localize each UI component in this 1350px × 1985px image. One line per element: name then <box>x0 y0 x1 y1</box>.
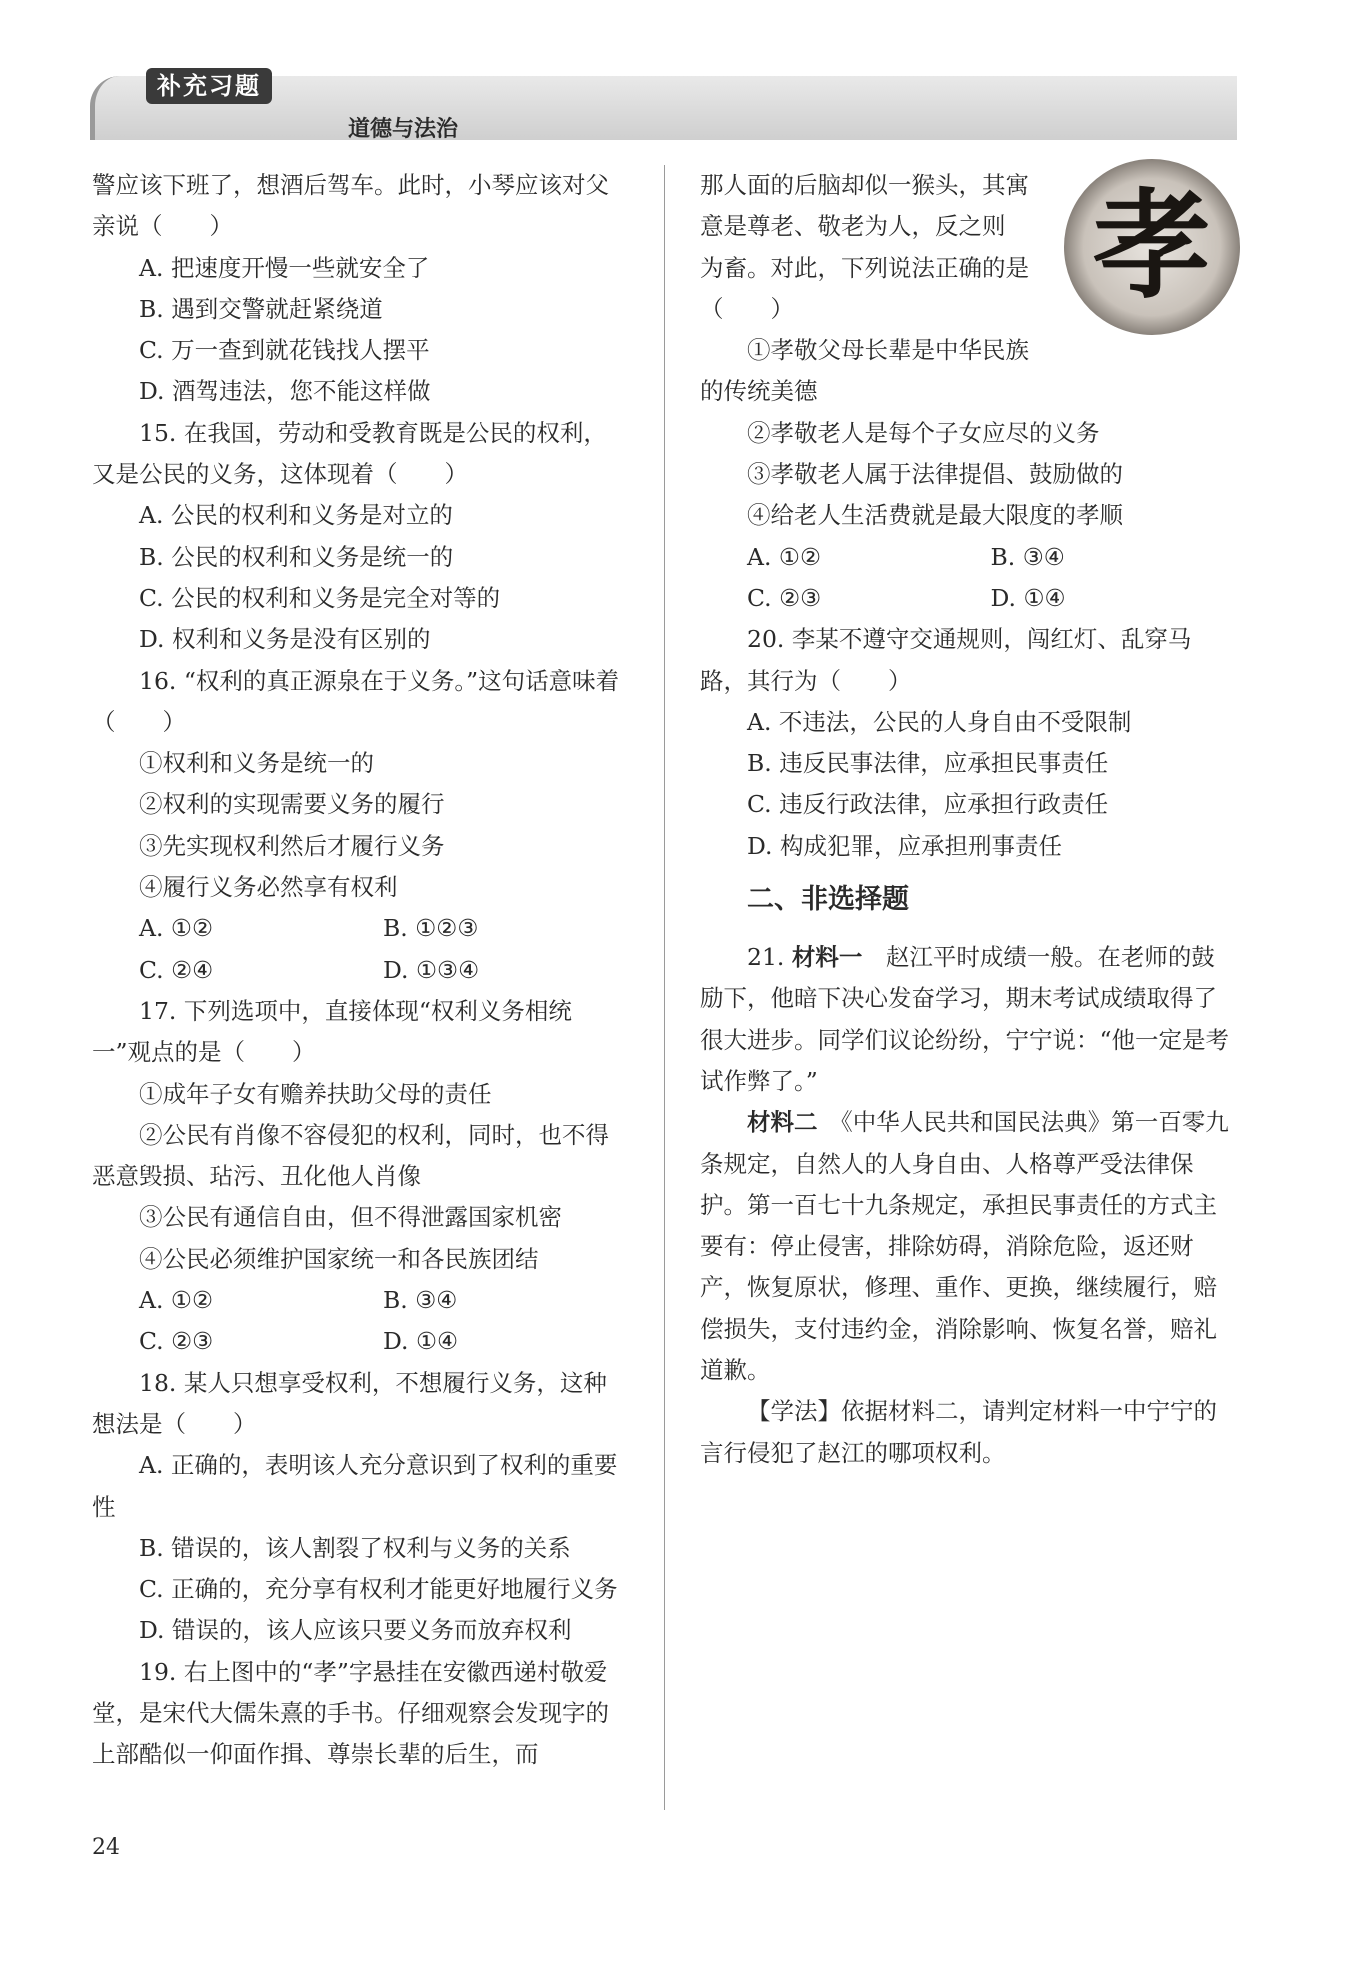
option-line: C. 万一查到就花钱找人摆平 <box>139 336 430 365</box>
option-right: B. ③④ <box>383 1286 458 1315</box>
option-pair <box>700 578 1234 619</box>
option-right: D. ①④ <box>383 1327 459 1356</box>
option-line: B. 公民的权利和义务是统一的 <box>139 542 454 571</box>
option-pair <box>92 908 628 949</box>
option-line: ①权利和义务是统一的 <box>139 749 374 778</box>
material-2-label: 材料二 <box>747 1108 818 1137</box>
xiao-character: 孝 <box>1092 176 1212 315</box>
question-text: 的传统美德 <box>700 377 818 406</box>
question-text: 20. 李某不遵守交通规则，闯红灯、乱穿马路，其行为（ ） <box>700 625 1192 695</box>
option-line: ③公民有通信自由，但不得泄露国家机密 <box>139 1203 562 1232</box>
option-right: D. ①③④ <box>383 955 480 984</box>
page-number: 24 <box>92 1835 120 1860</box>
option-left: A. ①② <box>139 1286 214 1315</box>
material-2-text: 《中华人民共和国民法典》第一百零九条规定，自然人的人身自由、人格尊严受法律保护。第一百七十九条规定，承担民事责任的方式主要有：停止侵害，排除妨碍，消除危险，返还财产，恢复原状，修理、重作、更换，继续履行，赔偿损失，支付违约金，消除影响、恢复名誉，赔礼道歉。 <box>700 1108 1229 1385</box>
option-line: D. 权利和义务是没有区别的 <box>139 625 431 654</box>
option-line: A. 把速度开慢一些就安全了 <box>139 253 430 282</box>
question-text: 19. 右上图中的“孝”字悬挂在安徽西递村敬爱堂，是宋代大儒朱熹的手书。仔细观察会发现字的上部酷似一仰面作揖、尊崇长辈的后生，而 <box>92 1657 609 1769</box>
option-pair <box>92 1321 628 1362</box>
option-line: ①成年子女有赡养扶助父母的责任 <box>139 1079 492 1108</box>
xiao-calligraphy-icon <box>1064 159 1240 335</box>
question-text: 18. 某人只想享受权利，不想履行义务，这种想法是（ ） <box>92 1368 607 1438</box>
header-subject: 道德与法治 <box>348 117 459 142</box>
question-text: 警应该下班了，想酒后驾车。此时，小琴应该对父亲说（ ） <box>92 171 609 241</box>
column-divider <box>664 165 665 1810</box>
option-pair <box>92 1280 628 1321</box>
question-text: 为畜。对此，下列说法正确的是 <box>700 253 1029 282</box>
option-left: A. ①② <box>139 914 214 943</box>
option-line: ④给老人生活费就是最大限度的孝顺 <box>747 501 1123 530</box>
option-left: C. ②④ <box>139 955 214 984</box>
question-text: C. 正确的，充分享有权利才能更好地履行义务 <box>139 1575 618 1604</box>
option-line: B. 违反民事法律，应承担民事责任 <box>747 749 1109 778</box>
question-text: （ ） <box>700 294 794 323</box>
option-line: A. 公民的权利和义务是对立的 <box>139 501 453 530</box>
right-column <box>700 165 1234 1474</box>
option-line: D. 酒驾违法，您不能这样做 <box>139 377 431 406</box>
option-line: ④公民必须维护国家统一和各民族团结 <box>139 1244 539 1273</box>
option-left: A. ①② <box>747 542 822 571</box>
option-line: D. 错误的，该人应该只要义务而放弃权利 <box>139 1616 572 1645</box>
option-right: B. ①②③ <box>383 914 479 943</box>
option-line: D. 构成犯罪，应承担刑事责任 <box>747 831 1062 860</box>
option-line: ②孝敬老人是每个子女应尽的义务 <box>747 418 1100 447</box>
material-1-label: 材料一 <box>791 943 863 972</box>
question-text: A. 正确的，表明该人充分意识到了权利的重要性 <box>92 1451 618 1521</box>
question-19-continued <box>700 165 1234 371</box>
q21-task: 【学法】依据材料二，请判定材料一中宁宁的言行侵犯了赵江的哪项权利。 <box>700 1397 1217 1467</box>
option-line: B. 错误的，该人割裂了权利与义务的关系 <box>139 1533 571 1562</box>
option-line: ③孝敬老人属于法律提倡、鼓励做的 <box>747 460 1123 489</box>
question-text: 16. “权利的真正源泉在于义务。”这句话意味着（ ） <box>92 666 620 736</box>
option-left: C. ②③ <box>139 1327 214 1356</box>
option-pair <box>700 537 1234 578</box>
option-right: B. ③④ <box>990 542 1065 571</box>
question-text: 那人面的后脑却似一猴头，其寓 <box>700 171 1029 199</box>
option-pair <box>92 950 628 991</box>
option-line: ③先实现权利然后才履行义务 <box>139 831 445 860</box>
q21-material-2 <box>700 1102 1234 1391</box>
header-tag: 补充习题 <box>146 68 272 104</box>
option-line: C. 公民的权利和义务是完全对等的 <box>139 583 501 612</box>
question-21 <box>700 937 1234 1474</box>
left-column <box>92 165 628 1776</box>
question-text: 意是尊老、敬老为人，反之则 <box>700 212 1006 241</box>
option-right: D. ①④ <box>990 583 1066 612</box>
option-left: C. ②③ <box>747 583 822 612</box>
option-line: ④履行义务必然享有权利 <box>139 873 398 902</box>
option-line: B. 遇到交警就赶紧绕道 <box>139 294 383 323</box>
question-text: ②公民有肖像不容侵犯的权利，同时，也不得恶意毁损、玷污、丑化他人肖像 <box>92 1120 609 1191</box>
question-text: ①孝敬父母长辈是中华民族 <box>747 336 1029 365</box>
section-title: 二、非选择题 <box>747 884 909 916</box>
q21-material-1: 21. 材料一 赵江平时成绩一般。在老师的鼓励下，他暗下决心发奋学习，期末考试成绩取得了很大进步。同学们议论纷纷，宁宁说：“他一定是考试作弊了。” <box>700 943 1230 1095</box>
question-text: 17. 下列选项中，直接体现“权利义务相统一”观点的是（ ） <box>92 996 572 1067</box>
option-line: A. 不违法，公民的人身自由不受限制 <box>747 707 1132 736</box>
material-1-text: 赵江平时成绩一般。在老师的鼓励下，他暗下决心发奋学习，期末考试成绩取得了很大进步。同学们议论纷纷，宁宁说：“他一定是考试作弊了。” <box>700 943 1230 1095</box>
question-text: 15. 在我国，劳动和受教育既是公民的权利，又是公民的义务，这体现着（ ） <box>92 418 607 489</box>
option-line: ②权利的实现需要义务的履行 <box>139 790 445 819</box>
option-line: C. 违反行政法律，应承担行政责任 <box>747 790 1109 819</box>
